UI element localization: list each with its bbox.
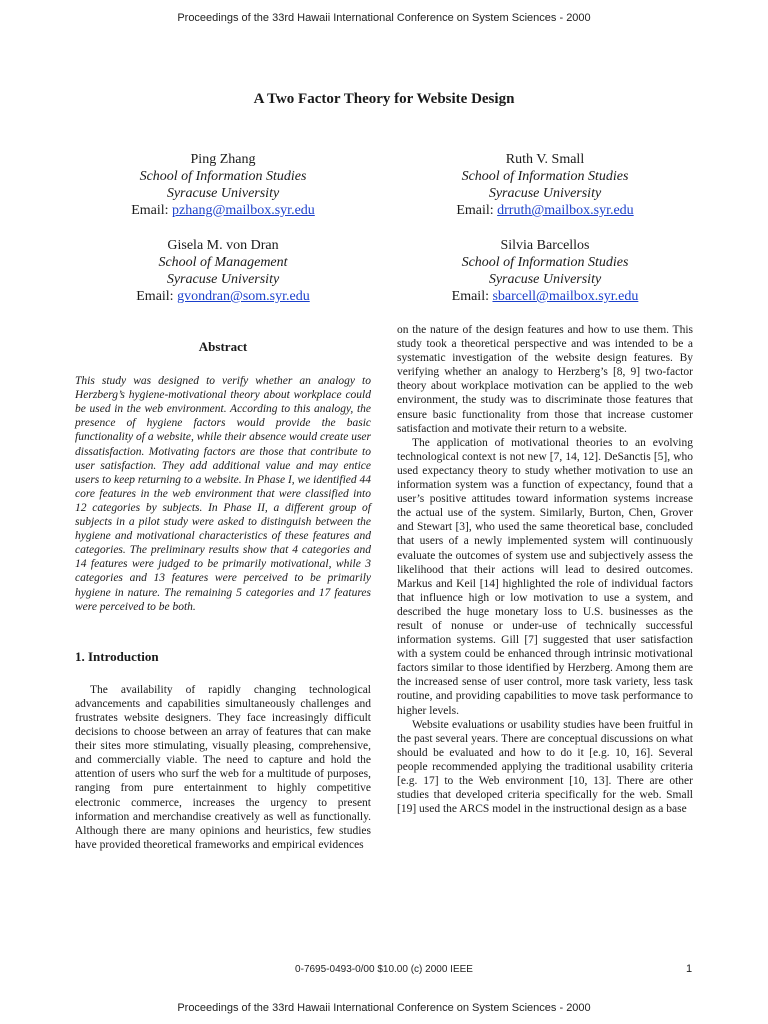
page-number: 1 xyxy=(686,963,693,975)
running-footer: Proceedings of the 33rd Hawaii International Conference on System Sciences - 2000 xyxy=(177,1002,591,1014)
author-email-line xyxy=(415,202,675,219)
author-email-line xyxy=(93,202,353,219)
author-name: Silvia Barcellos xyxy=(500,238,590,253)
abstract-text: This study was designed to verify whether an analogy to Herzberg’s hygiene-motivational theory about workplace could be used in the web environment. According to this analogy, the presence of hygiene factors would provide the basic functionality of a website, while their absence would create user dissatisfaction. Motivating factors are those that contribute to user satisfaction. They add additional value and may entice users to keep returning to a website. In Phase I, we identified 44 core features in the web environment that were classified into 12 categories by subjects. In Phase II, a different group of subjects in a pilot study were asked to distinguish between the hygiene and motivational characteristics of these features and categories. The preliminary results show that 4 categories and 14 features were judged to be primarily motivational, while 3 categories and 13 features were perceived to be primarily hygiene in nature. The remaining 5 categories and 17 features were perceived to be both. xyxy=(75,375,371,613)
author-university: Syracuse University xyxy=(488,186,602,201)
introduction-paragraph: The availability of rapidly changing technological advancements and capabilities simultaneously challenges and frustrates website designers. They face increasingly difficult decisions to choose between an array of features that can make their sites more stimulating, visually pleasing, comprehensive, and commercially viable. The need to capture and hold the attention of users who surf the web for a multitude of purposes, ranging from pure entertainment to highly competitive electronic commerce, increases the urgency to present information and merchandise creatively as well as functionally. Although there are many opinions and heuristics, few studies have provided theoretical frameworks and empirical evidences xyxy=(75,683,371,851)
author-name: Gisela M. von Dran xyxy=(167,238,279,253)
right-column xyxy=(397,323,693,816)
author-university: Syracuse University xyxy=(166,186,280,201)
author-email-line xyxy=(93,288,353,305)
author-email-link[interactable]: gvondran@som.syr.edu xyxy=(177,289,310,304)
author-block-1 xyxy=(93,151,353,219)
email-label: Email: xyxy=(451,289,493,304)
email-label: Email: xyxy=(131,203,173,218)
email-label: Email: xyxy=(456,203,498,218)
author-block-2 xyxy=(415,151,675,219)
author-email-line xyxy=(415,288,675,305)
author-email-link[interactable]: sbarcell@mailbox.syr.edu xyxy=(492,289,639,304)
body-paragraph: The application of motivational theories to an evolving technological context is not new [7, 14, 12]. DeSanctis [5], who used expectancy theory to study whether motivation to use an information system was a function of expectancy, found that a user’s positive attitudes toward information systems increase the actual use of the system. Similarly, Burton, Chen, Grover and Stewart [3], who used the same theoretical base, concluded that users of a newly implemented system will continuously evaluate the outcomes of system use and subjectively assess the likelihood that their actions will lead to desired outcomes. Markus and Keil [14] highlighted the role of individual factors that influence high or low motivation to use a system, and described the huge monetary loss to U.S. businesses as the result of nonuse or under-use of technically successful information systems. Gill [7] suggested that user satisfaction with a system could be enhanced through intrinsic motivational factors similar to those identified by Herzberg. Among them are the increased sense of user control, more task variety, less task routine, and providing capabilities to move task performance to higher levels. xyxy=(397,436,693,717)
author-block-3 xyxy=(93,237,353,305)
abstract-heading: Abstract xyxy=(198,339,248,354)
body-paragraph-continued: on the nature of the design features and how to use them. This study took a theoretical perspective and was intended to be a systematic investigation of the website design features. By verifying whether an analogy to Herzberg’s [8, 9] two-factor theory about workplace motivation can be applied to the web environment, the study was to discriminate those features that ensure basic functionality from those that increase customer satisfaction and motivate their return to a website. xyxy=(397,324,693,435)
author-university: Syracuse University xyxy=(488,272,602,287)
body-paragraph: Website evaluations or usability studies have been fruitful in the past several years. There are conceptual discussions on what should be evaluated and how to do it [e.g. 10, 16]. Several people recommended applying the traditional usability criteria [e.g. 17] to the Web environment [10, 13]. There are other studies that developed criteria specifically for the web. Small [19] used the ARCS model in the instructional design as a base xyxy=(397,718,693,816)
email-label: Email: xyxy=(136,289,178,304)
author-email-link[interactable]: pzhang@mailbox.syr.edu xyxy=(172,203,315,218)
author-school: School of Information Studies xyxy=(461,169,629,184)
left-column xyxy=(75,340,371,852)
author-block-4 xyxy=(415,237,675,305)
author-name: Ruth V. Small xyxy=(505,152,585,167)
author-university: Syracuse University xyxy=(166,272,280,287)
author-school: School of Information Studies xyxy=(461,255,629,270)
author-name: Ping Zhang xyxy=(190,152,256,167)
copyright-line: 0-7695-0493-0/00 $10.00 (c) 2000 IEEE xyxy=(295,964,473,975)
running-header: Proceedings of the 33rd Hawaii International Conference on System Sciences - 2000 xyxy=(177,12,591,24)
paper-title: A Two Factor Theory for Website Design xyxy=(253,91,515,107)
introduction-heading: 1. Introduction xyxy=(75,648,159,664)
author-school: School of Information Studies xyxy=(139,169,307,184)
author-school: School of Management xyxy=(158,255,288,270)
author-email-link[interactable]: drruth@mailbox.syr.edu xyxy=(497,203,634,218)
